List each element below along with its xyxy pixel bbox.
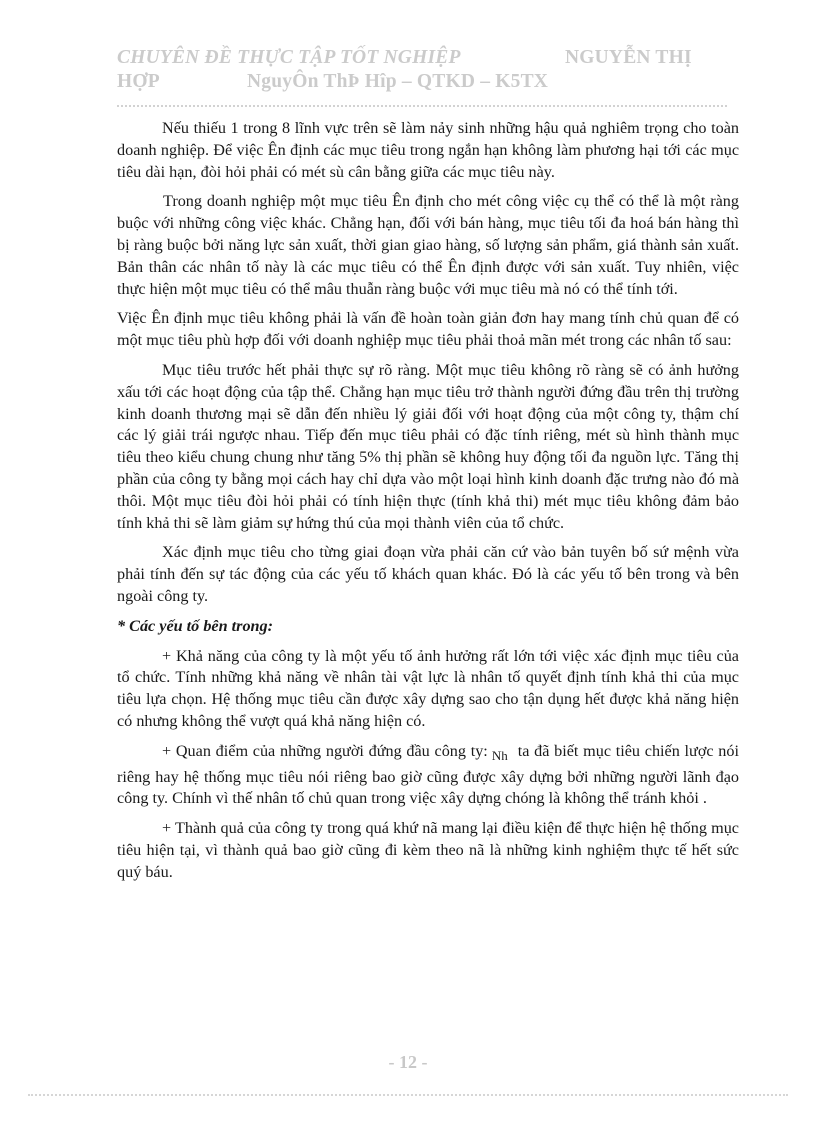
header-author-name-cont: HỢP [117,71,160,92]
header-subtitle: NguyÔn ThÞ Hîp – QTKD – K5TX [247,71,549,92]
paragraph: Nếu thiếu 1 trong 8 lĩnh vực trên sẽ làm nảy sinh những hậu quả nghiêm trọng cho toàn doanh nghiệp. Để việc Ên định các mục tiêu trong ngắn hạn không làm phương hại tới các mục tiêu dài hạn, đòi hỏi phải có mét sù cân bằng giữa các mục tiêu này. [117,119,739,181]
stray-text: Nh [491,747,508,763]
paragraph: Việc Ên định mục tiêu không phải là vấn đề hoàn toàn giản đơn hay mang tính chủ quan để có một mục tiêu phù hợp đối với doanh nghiệp mục tiêu phải thoả mãn mét trong các nhân tố sau: [117,309,739,350]
section-heading: * Các yếu tố bên trong: [117,616,274,635]
header-author-name: NGUYỄN THỊ [565,47,692,68]
paragraph: Mục tiêu trước hết phải thực sự rõ ràng. Một mục tiêu không rõ ràng sẽ có ảnh hưởng xấu tới các hoạt động của tập thể. Chẳng hạn mục tiêu trở thành người đứng đầu trên thị trường kinh doanh thương mại sẽ dẫn đến nhiều lý giải đối với hoạt động của một công ty, thậm chí các lý giải trái ngược nhau. Tiếp đến mục tiêu phải có đặc tính riêng, mét sù hình thành mục tiêu theo kiểu chung chung như tăng 5% thị phần sẽ không huy động tối đa nguồn lực. Tăng thị phần của công ty bằng mọi cách hay chỉ dựa vào một loại hình kinh doanh đặc trưng nào đó mà thôi. Một mục tiêu đòi hỏi phải có tính hiện thực (tính khả thi) mét mục tiêu không đảm bảo tính khả thi sẽ làm giảm sự hứng thú của mọi thành viên của tổ chức. [117,360,739,532]
paragraph: Trong doanh nghiệp một mục tiêu Ên định cho mét công việc cụ thể có thể là một ràng buộc với những công việc khác. Chẳng hạn, đối với bán hàng, mục tiêu tối đa hoá bán hàng thì bị ràng buộc bởi năng lực sản xuất, thời gian giao hàng, số lượng sản phẩm, giá thành sản xuất. Bản thân các nhân tố này là các mục tiêu có thể Ên định được với sản xuất. Tuy nhiên, việc thực hiện một mục tiêu có thể mâu thuẫn ràng buộc với mục tiêu mà nó có thể tính tới. [117,192,739,298]
page-number: - 12 - [388,1052,428,1072]
page-header [117,46,727,94]
paragraph: Xác định mục tiêu cho từng giai đoạn vừa phải căn cứ vào bản tuyên bố sứ mệnh vừa phải tính đến sự tác động của các yếu tố khách quan khác. Đó là các yếu tố bên trong và bên ngoài công ty. [117,543,739,605]
paragraph-text: + Quan điểm của những người đứng đầu công ty: [162,741,488,760]
header-title: CHUYÊN ĐỀ THỰC TẬP TỐT NGHIỆP [117,47,461,68]
document-body [117,118,739,892]
header-divider [117,105,727,107]
paragraph: + Thành quả của công ty trong quá khứ nã mang lại điều kiện để thực hiện hệ thống mục tiêu hiện tại, vì thành quả bao giờ cũng đi kèm theo nã là những kinh nghiệm thực tế hết sức quý báu. [117,819,739,881]
paragraph [117,741,739,810]
paragraph: + Khả năng của công ty là một yếu tố ảnh hưởng rất lớn tới việc xác định mục tiêu của tổ chức. Tính những khả năng về nhân tài vật lực là nhân tố quyết định tính khả thi của mục tiêu lựa chọn. Hệ thống mục tiêu cần được xây dựng sao cho tận dụng hết được khả năng hiện có nhưng không thể vượt quá khả năng hiện có. [117,646,739,730]
footer-divider [28,1094,788,1096]
paragraph-text: ta đã biết mục tiêu chiến lược nói riêng hay hệ thống mục tiêu nói riêng bao giờ cũng được xây dựng bởi những người lãnh đạo công ty. Chính vì thế nhân tố chủ quan trong việc xây dựng chóng là không thể tránh khỏi . [117,741,739,808]
